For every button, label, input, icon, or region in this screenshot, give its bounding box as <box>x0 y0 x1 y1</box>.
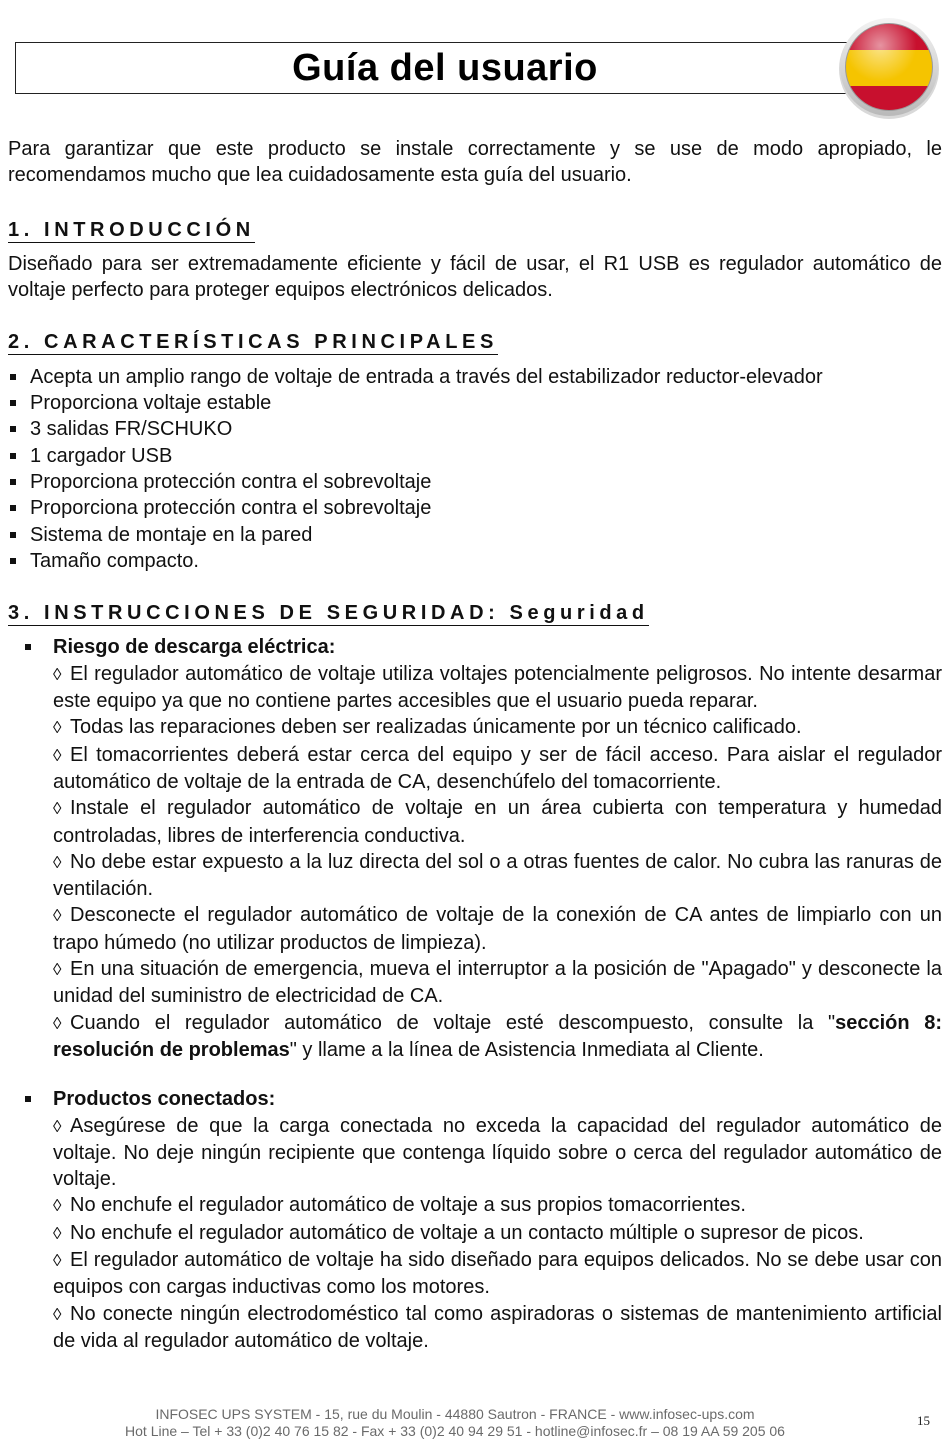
square-bullet-icon <box>10 400 16 406</box>
list-item: 3 salidas FR/SCHUKO <box>8 416 942 442</box>
list-item: ◊ Cuando el regulador automático de voltaje esté descompuesto, consulte la "sección 8: resolución de problemas" y llame a la línea de Asistencia Inmediata al Cliente. <box>53 1011 942 1061</box>
square-bullet-icon <box>10 532 16 538</box>
list-item: 1 cargador USB <box>8 443 942 469</box>
document-body <box>8 136 942 1354</box>
square-bullet-icon <box>10 374 16 380</box>
diamond-bullet-icon: ◊ <box>53 1250 62 1270</box>
section-heading: 1. INTRODUCCIÓN <box>8 218 255 241</box>
diamond-bullet-icon: ◊ <box>53 852 62 872</box>
diamond-bullet-icon: ◊ <box>53 745 62 765</box>
list-item: ◊ Todas las reparaciones deben ser realizadas únicamente por un técnico calificado. <box>53 714 942 741</box>
list-item: ◊ En una situación de emergencia, mueva el interruptor a la posición de "Apagado" y desconecte la unidad del suministro de electricidad de CA. <box>53 958 942 1008</box>
list-item: ◊ El regulador automático de voltaje ha sido diseñado para equipos delicados. No se debe usar con equipos con cargas inductivas como los motores. <box>53 1248 942 1299</box>
list-item: ◊ No enchufe el regulador automático de voltaje a sus propios tomacorrientes. <box>53 1192 942 1219</box>
safety-group-connected-products <box>8 1086 942 1354</box>
title-box <box>15 42 865 94</box>
page-number: 15 <box>917 1413 930 1428</box>
page-title: Guía del usuario <box>292 46 598 89</box>
diamond-bullet-icon: ◊ <box>53 1013 62 1033</box>
list-item: ◊ Desconecte el regulador automático de voltaje de la conexión de CA antes de limpiarlo con un trapo húmedo (no utilizar productos de limpieza). <box>53 904 942 954</box>
intro-paragraph: Para garantizar que este producto se instale correctamente y se use de modo apropiado, le recomendamos mucho que lea cuidadosamente esta guía del usuario. <box>8 138 942 187</box>
square-bullet-icon <box>10 453 16 459</box>
section-features <box>8 329 942 574</box>
diamond-bullet-icon: ◊ <box>53 1116 62 1136</box>
list-item: Proporciona protección contra el sobrevoltaje <box>8 469 942 495</box>
square-bullet-icon <box>25 644 31 650</box>
diamond-bullet-icon: ◊ <box>53 664 62 684</box>
list-item: ◊ No conecte ningún electrodoméstico tal como aspiradoras o sistemas de mantenimiento artificial de vida al regulador automático de voltaje. <box>53 1302 942 1352</box>
diamond-bullet-icon: ◊ <box>53 1223 62 1243</box>
features-list <box>8 364 942 574</box>
section-safety <box>8 600 942 1354</box>
section-heading: 3. INSTRUCCIONES DE SEGURIDAD: Seguridad <box>8 602 649 625</box>
footer-contact: Hot Line – Tel + 33 (0)2 40 76 15 82 - Fax + 33 (0)2 40 94 29 51 - hotline@infosec.fr – 08 19 AA 59 205 06 <box>125 1423 785 1439</box>
section-reference: sección 8: resolución de problemas <box>53 1011 942 1061</box>
list-item: ◊ El regulador automático de voltaje utiliza voltajes potencialmente peligrosos. No intente desarmar este equipo ya que no contiene partes accesibles que el usuario pueda reparar. <box>53 662 942 713</box>
list-item: ◊ No enchufe el regulador automático de voltaje a un contacto múltiple o supresor de picos. <box>53 1220 942 1247</box>
list-item: Sistema de montaje en la pared <box>8 522 942 548</box>
diamond-bullet-icon: ◊ <box>53 799 62 819</box>
list-item: Tamaño compacto. <box>8 548 942 574</box>
list-item: ◊ Asegúrese de que la carga conectada no exceda la capacidad del regulador automático de voltaje. No deje ningún recipiente que contenga líquido sobre o cerca del regulador automático de voltaje. <box>53 1114 942 1191</box>
list-item: Acepta un amplio rango de voltaje de entrada a través del estabilizador reductor-elevador <box>8 364 942 390</box>
group-title: Riesgo de descarga eléctrica: <box>53 636 336 659</box>
footer-address: INFOSEC UPS SYSTEM - 15, rue du Moulin - 44880 Sautron - FRANCE - www.infosec-ups.com <box>155 1406 755 1422</box>
spain-flag-icon <box>836 14 942 120</box>
safety-group-electric-shock <box>8 634 942 1063</box>
list-item: ◊ Instale el regulador automático de voltaje en un área cubierta con temperatura y humedad controladas, libres de interferencia conductiva. <box>53 797 942 847</box>
list-item: ◊ El tomacorrientes deberá estar cerca del equipo y ser de fácil acceso. Para aislar el regulador automático de voltaje de la entrada de CA, desenchúfelo del tomacorriente. <box>53 743 942 793</box>
square-bullet-icon <box>10 505 16 511</box>
list-item: ◊ No debe estar expuesto a la luz directa del sol o a otras fuentes de calor. No cubra las ranuras de ventilación. <box>53 850 942 901</box>
list-item: Proporciona protección contra el sobrevoltaje <box>8 495 942 521</box>
square-bullet-icon <box>25 1096 31 1102</box>
section-introduction <box>8 217 942 304</box>
section-body: Diseñado para ser extremadamente eficiente y fácil de usar, el R1 USB es regulador automático de voltaje perfecto para proteger equipos electrónicos delicados. <box>8 252 942 302</box>
square-bullet-icon <box>10 479 16 485</box>
diamond-bullet-icon: ◊ <box>53 718 62 738</box>
diamond-bullet-icon: ◊ <box>53 960 62 980</box>
diamond-bullet-icon: ◊ <box>53 1196 62 1216</box>
list-item: Proporciona voltaje estable <box>8 390 942 416</box>
diamond-bullet-icon: ◊ <box>53 906 62 926</box>
footer <box>60 1406 850 1440</box>
section-heading: 2. CARACTERÍSTICAS PRINCIPALES <box>8 331 498 354</box>
group-title: Productos conectados: <box>53 1088 276 1111</box>
diamond-bullet-icon: ◊ <box>53 1304 62 1324</box>
square-bullet-icon <box>10 558 16 564</box>
square-bullet-icon <box>10 426 16 432</box>
